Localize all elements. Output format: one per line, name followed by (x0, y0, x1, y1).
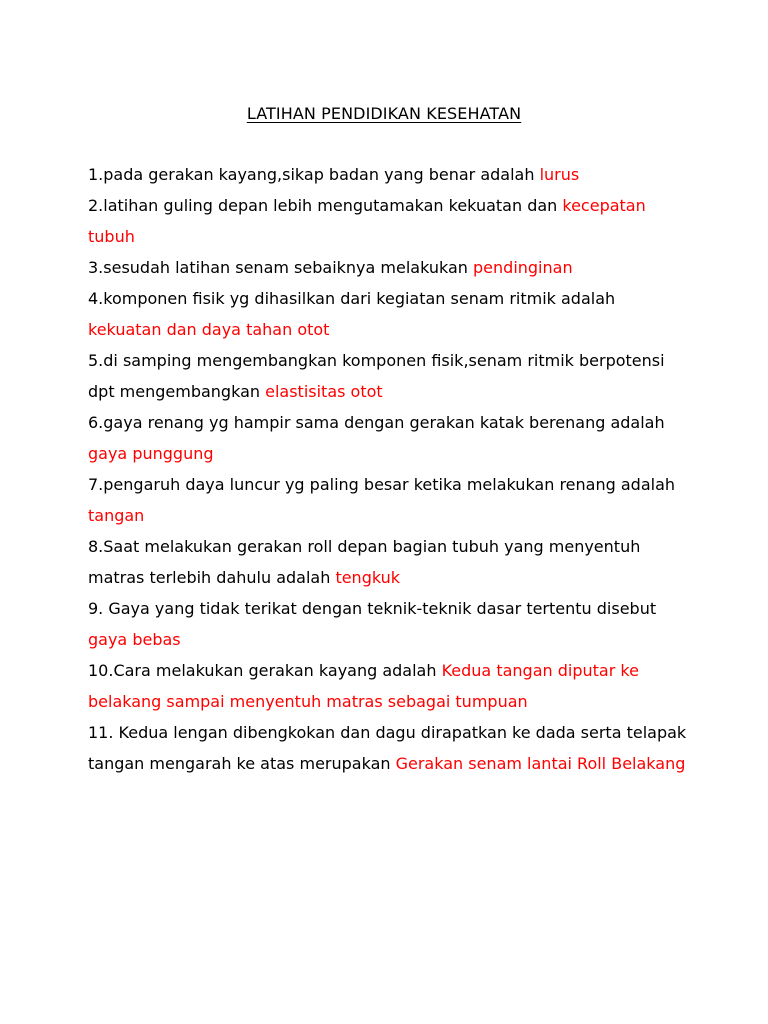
question-item (88, 252, 688, 283)
question-text: 4.komponen fisik yg dihasilkan dari kegiatan senam ritmik adalah (88, 289, 616, 308)
answer-text: lurus (539, 165, 580, 184)
question-text: 11. Kedua lengan dibengkokan dan dagu dirapatkan ke dada serta telapak tangan mengarah ke atas merupakan (88, 723, 687, 773)
question-item (88, 531, 688, 593)
answer-text: Gerakan senam lantai Roll Belakang (395, 754, 686, 773)
answer-text: tengkuk (335, 568, 401, 587)
answer-text: kekuatan dan daya tahan otot (88, 320, 330, 339)
question-list (88, 159, 688, 779)
answer-text: gaya punggung (88, 444, 214, 463)
question-text: 3.sesudah latihan senam sebaiknya melakukan (88, 258, 474, 277)
question-item (88, 345, 688, 407)
answer-text: elastisitas otot (265, 382, 383, 401)
question-text: 5.di samping mengembangkan komponen fisik,senam ritmik berpotensi dpt mengembangkan (88, 351, 665, 401)
question-text: 9. Gaya yang tidak terikat dengan teknik-teknik dasar tertentu disebut (88, 599, 657, 618)
question-item (88, 407, 688, 469)
question-text: 2.latihan guling depan lebih mengutamakan kekuatan dan (88, 196, 563, 215)
answer-text: pendinginan (473, 258, 573, 277)
question-text: 8.Saat melakukan gerakan roll depan bagian tubuh yang menyentuh matras terlebih dahulu adalah (88, 537, 641, 587)
question-text: 10.Cara melakukan gerakan kayang adalah (88, 661, 442, 680)
answer-text: kecepatan tubuh (88, 196, 646, 246)
question-text: 6.gaya renang yg hampir sama dengan gerakan katak berenang adalah (88, 413, 665, 432)
question-item (88, 655, 688, 717)
answer-text: gaya bebas (88, 630, 181, 649)
question-text: 7.pengaruh daya luncur yg paling besar ketika melakukan renang adalah (88, 475, 676, 494)
question-item (88, 717, 688, 779)
question-item (88, 283, 688, 345)
question-text: 1.pada gerakan kayang,sikap badan yang benar adalah (88, 165, 540, 184)
question-item (88, 469, 688, 531)
question-item (88, 159, 688, 190)
question-item (88, 593, 688, 655)
answer-text: tangan (88, 506, 145, 525)
document-title: LATIHAN PENDIDIKAN KESEHATAN (246, 104, 522, 123)
question-item (88, 190, 688, 252)
answer-text: Kedua tangan diputar ke belakang sampai menyentuh matras sebagai tumpuan (88, 661, 639, 711)
